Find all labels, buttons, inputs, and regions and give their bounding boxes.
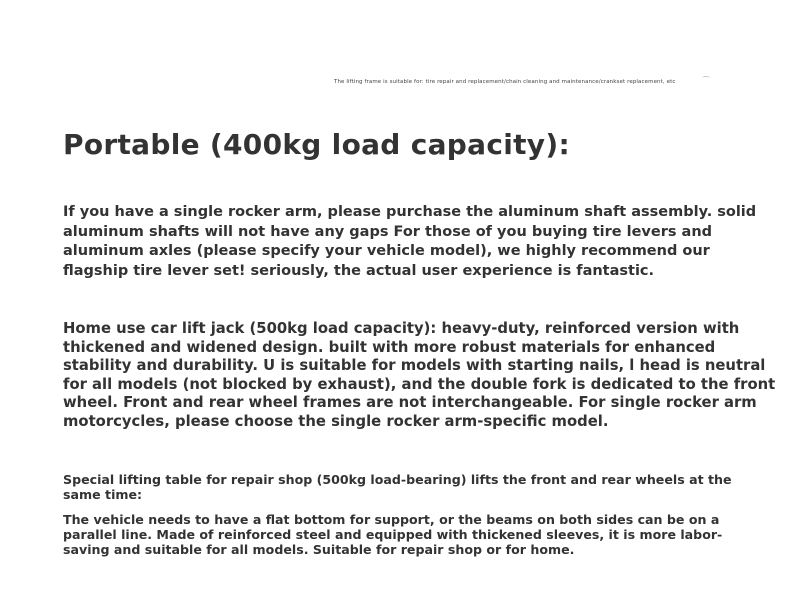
paragraph-vehicle-requirements: The vehicle needs to have a flat bottom for support, or the beams on both sides can be on a parallel line. Made of reinforced steel and equipped with thickened sleeves, it is more labor-saving and suitable for all models. Suitable for repair shop or for home. [63,512,723,558]
paragraph-home-lift-jack: Home use car lift jack (500kg load capacity): heavy-duty, reinforced version with thickened and widened design. built with more robust materials for enhanced stability and durability. U is suitable for models with starting nails, l head is neutral for all models (not blocked by exhaust), and the double fork is dedicated to the front wheel. Front and rear wheel frames are not interchangeable. For single rocker arm motorcycles, please choose the single rocker arm-specific model. [63,320,776,430]
paragraph-repair-shop-table: Special lifting table for repair shop (500kg load-bearing) lifts the front and rear wheels at the same time: [63,472,732,503]
decorative-mark-icon: ⌒ [702,76,710,85]
paragraph-aluminum-shaft: If you have a single rocker arm, please purchase the aluminum shaft assembly. solid aluminum shafts will not have any gaps For those of you buying tire levers and aluminum axles (please specify your vehicle model), we highly recommend our flagship tire lever set! seriously, the actual user experience is fantastic. [63,204,757,279]
section-title: Portable (400kg load capacity): [63,128,570,161]
usage-note: The lifting frame is suitable for: tire repair and replacement/chain cleaning and maintenance/crankset replacement, etc [334,79,676,85]
